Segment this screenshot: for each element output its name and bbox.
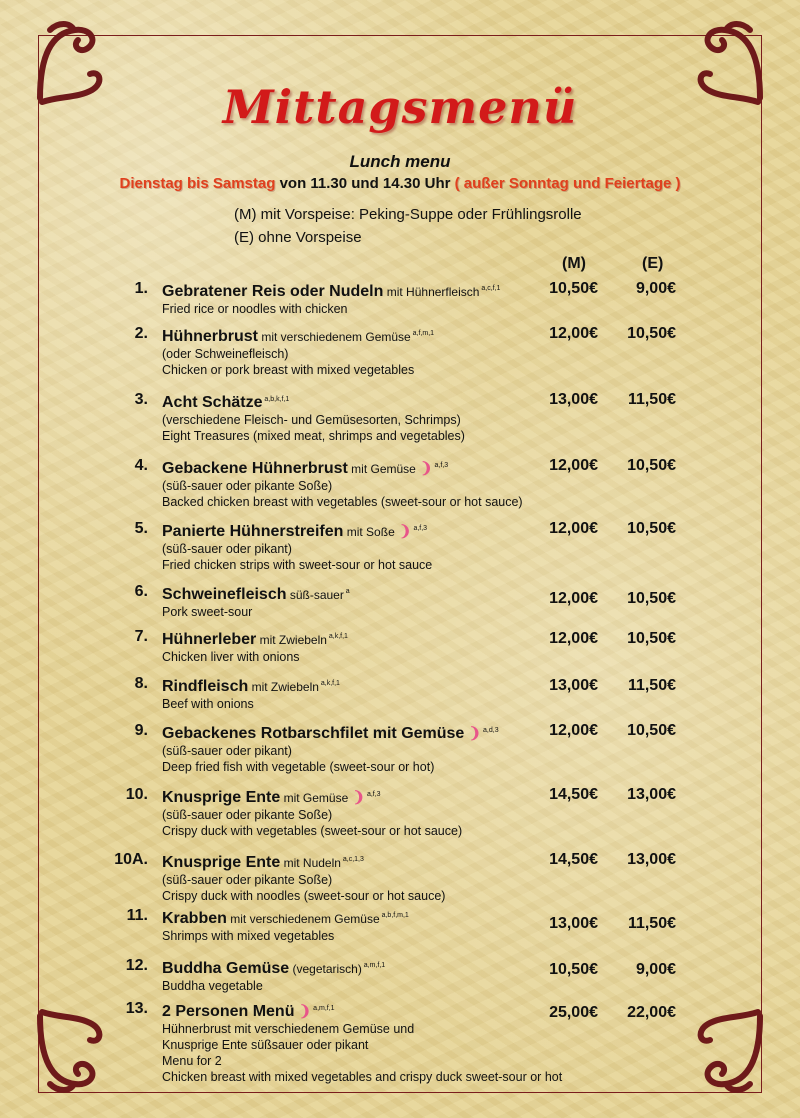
menu-title: Mittagsmenü [222,80,578,134]
item-title-line [162,457,552,478]
item-body [162,722,552,775]
price-with-starter: 12,00€ [549,630,598,647]
item-detail-line: (oder Schweinefleisch) [162,347,289,361]
item-name: Acht Schätze [162,394,263,411]
price-with-starter: 13,00€ [549,677,598,694]
item-allergens: a,m,f,1 [311,1005,335,1012]
item-title-line [162,957,552,978]
price-without-starter: 10,50€ [627,722,676,739]
item-body [162,851,552,904]
item-title-line [162,786,552,807]
hours-except: ( außer Sonntag und Feiertage ) [454,175,681,192]
item-detail-line: Knusprige Ente süßsauer oder pikant [162,1038,369,1052]
opening-hours [0,175,800,192]
item-name: Rindfleisch [162,678,249,695]
item-description: süß-sauer [286,588,344,602]
item-body [162,907,552,944]
item-name: Knusprige Ente [162,854,281,871]
item-detail-line: Fried chicken strips with sweet-sour or hot sauce [162,558,433,572]
item-description: mit verschiedenem Gemüse [226,912,380,926]
spicy-icon: ❩ [348,789,365,806]
price-with-starter: 13,00€ [549,915,598,932]
price-without-starter: 10,50€ [627,590,676,607]
item-body [162,457,552,510]
item-number: 4. [134,457,148,474]
item-number: 11. [126,907,148,924]
item-detail-line: (süß-sauer oder pikant) [162,542,292,556]
item-allergens: a,c,1,3 [340,856,364,863]
item-allergens: a,m,f,1 [361,962,386,969]
item-body [162,675,552,712]
item-name: Buddha Gemüse [162,960,290,977]
legend-with-starter: (M) mit Vorspeise: Peking-Suppe oder Frühlingsrolle [234,206,582,223]
price-with-starter: 12,00€ [549,520,598,537]
price-without-starter: 9,00€ [635,961,676,978]
price-with-starter: 10,50€ [549,961,598,978]
item-allergens: a,f,3 [432,462,449,469]
price-without-starter: 9,00€ [635,280,676,297]
hours-days: Dienstag bis Samstag [119,175,276,192]
item-description: mit Nudeln [280,856,341,870]
ornament-corner-bottom-left [30,1006,120,1096]
item-number: 13. [125,1000,148,1017]
item-allergens: a,c,f,1 [479,285,501,292]
price-with-starter: 10,50€ [549,280,598,297]
item-detail-line: (süß-sauer oder pikante Soße) [162,873,333,887]
item-allergens: a,d,3 [481,727,499,734]
item-detail-line: Chicken breast with mixed vegetables and crispy duck sweet-sour or hot [162,1070,563,1084]
item-body [162,583,552,620]
item-name: Krabben [162,910,227,927]
item-title-line [162,628,552,649]
item-body [162,520,552,573]
item-allergens: a,k,f,1 [318,680,340,687]
column-header-e: (E) [642,255,664,272]
item-title-line [162,1000,552,1021]
price-with-starter: 14,50€ [549,786,598,803]
item-number: 10. [125,786,148,803]
item-detail-line: Backed chicken breast with vegetables (sweet-sour or hot sauce) [162,495,523,509]
item-description: mit Zwiebeln [256,633,327,647]
price-with-starter: 12,00€ [549,325,598,342]
item-allergens: a [343,588,350,595]
item-number: 5. [134,520,148,537]
item-name: 2 Personen Menü [162,1003,295,1020]
item-detail-line: (süß-sauer oder pikante Soße) [162,479,333,493]
spicy-icon: ❩ [294,1003,312,1020]
price-without-starter: 10,50€ [627,325,676,342]
item-allergens: a,f,3 [411,525,428,532]
item-allergens: a,f,m,1 [410,330,435,337]
item-number: 1. [134,280,148,297]
item-description: mit Gemüse [347,462,416,476]
item-number: 10A. [114,851,148,868]
item-detail-line: Shrimps with mixed vegetables [162,929,335,943]
item-title-line [162,280,552,301]
item-name: Schweinefleisch [162,586,287,603]
item-description: mit Soße [343,525,395,539]
item-allergens: a,b,k,f,1 [262,396,290,403]
item-name: Gebackene Hühnerbrust [162,460,348,477]
item-body [162,957,552,994]
legend-without-starter: (E) ohne Vorspeise [234,229,362,246]
price-with-starter: 12,00€ [549,722,598,739]
item-detail-line: (süß-sauer oder pikant) [162,744,292,758]
item-detail-line: Buddha vegetable [162,979,263,993]
price-with-starter: 25,00€ [549,1004,598,1021]
item-detail-line: Menu for 2 [162,1054,222,1068]
item-name: Hühnerbrust [162,328,258,345]
item-detail-line: (süß-sauer oder pikante Soße) [162,808,333,822]
item-title-line [162,391,552,412]
item-body [162,1000,563,1085]
price-with-starter: 13,00€ [549,391,598,408]
price-without-starter: 11,50€ [627,391,676,408]
item-detail-line: Deep fried fish with vegetable (sweet-sour or hot) [162,760,435,774]
item-description: mit verschiedenem Gemüse [258,330,411,344]
item-description: mit Hühnerfleisch [383,285,480,299]
item-detail-line: Crispy duck with vegetables (sweet-sour or hot sauce) [162,824,463,838]
hours-time: von 11.30 und 14.30 Uhr [279,175,451,192]
item-number: 7. [134,628,148,645]
item-detail-line: Crispy duck with noodles (sweet-sour or hot sauce) [162,889,446,903]
spicy-icon: ❩ [415,460,433,477]
item-body [162,280,552,317]
item-title-line [162,325,552,346]
item-title-line [162,907,552,928]
item-detail-line: Hühnerbrust mit verschiedenem Gemüse und [162,1022,415,1036]
item-title-line [162,851,552,872]
item-description: (vegetarisch) [289,962,362,976]
item-title-line [162,722,552,743]
price-with-starter: 12,00€ [549,590,598,607]
price-without-starter: 10,50€ [627,520,676,537]
spicy-icon: ❩ [464,725,482,742]
price-without-starter: 10,50€ [627,457,676,474]
price-with-starter: 14,50€ [549,851,598,868]
item-name: Hühnerleber [162,631,257,648]
menu-subtitle: Lunch menu [349,152,451,171]
item-allergens: a,b,f,m,1 [379,912,409,919]
item-detail-line: Fried rice or noodles with chicken [162,302,348,316]
item-number: 3. [134,391,148,408]
item-description: mit Zwiebeln [248,680,319,694]
item-title-line [162,583,552,604]
item-body [162,628,552,665]
item-name: Knusprige Ente [162,789,281,806]
item-detail-line: Pork sweet-sour [162,605,253,619]
item-detail-line: (verschiedene Fleisch- und Gemüsesorten, Schrimps) [162,413,461,427]
item-body [162,325,552,378]
item-allergens: a,k,f,1 [326,633,348,640]
ornament-corner-bottom-right [680,1006,770,1096]
item-name: Gebackenes Rotbarschfilet mit Gemüse [162,725,465,742]
item-detail-line: Chicken or pork breast with mixed vegetables [162,363,415,377]
item-number: 9. [134,722,148,739]
item-detail-line: Beef with onions [162,697,254,711]
item-description: mit Gemüse [280,791,349,805]
price-without-starter: 22,00€ [627,1004,676,1021]
item-title-line [162,520,552,541]
price-without-starter: 13,00€ [627,851,676,868]
price-without-starter: 13,00€ [627,786,676,803]
price-without-starter: 11,50€ [627,915,676,932]
item-name: Panierte Hühnerstreifen [162,523,344,540]
item-number: 6. [134,583,148,600]
price-with-starter: 12,00€ [549,457,598,474]
item-number: 2. [134,325,148,342]
price-without-starter: 11,50€ [627,677,676,694]
item-body [162,391,552,444]
item-detail-line: Chicken liver with onions [162,650,300,664]
item-number: 12. [125,957,148,974]
item-number: 8. [134,675,148,692]
column-header-m: (M) [562,255,586,272]
item-body [162,786,552,839]
spicy-icon: ❩ [394,523,412,540]
item-detail-line: Eight Treasures (mixed meat, shrimps and vegetables) [162,429,465,443]
item-allergens: a,f,3 [365,791,381,798]
item-title-line [162,675,552,696]
price-without-starter: 10,50€ [627,630,676,647]
item-name: Gebratener Reis oder Nudeln [162,283,384,300]
